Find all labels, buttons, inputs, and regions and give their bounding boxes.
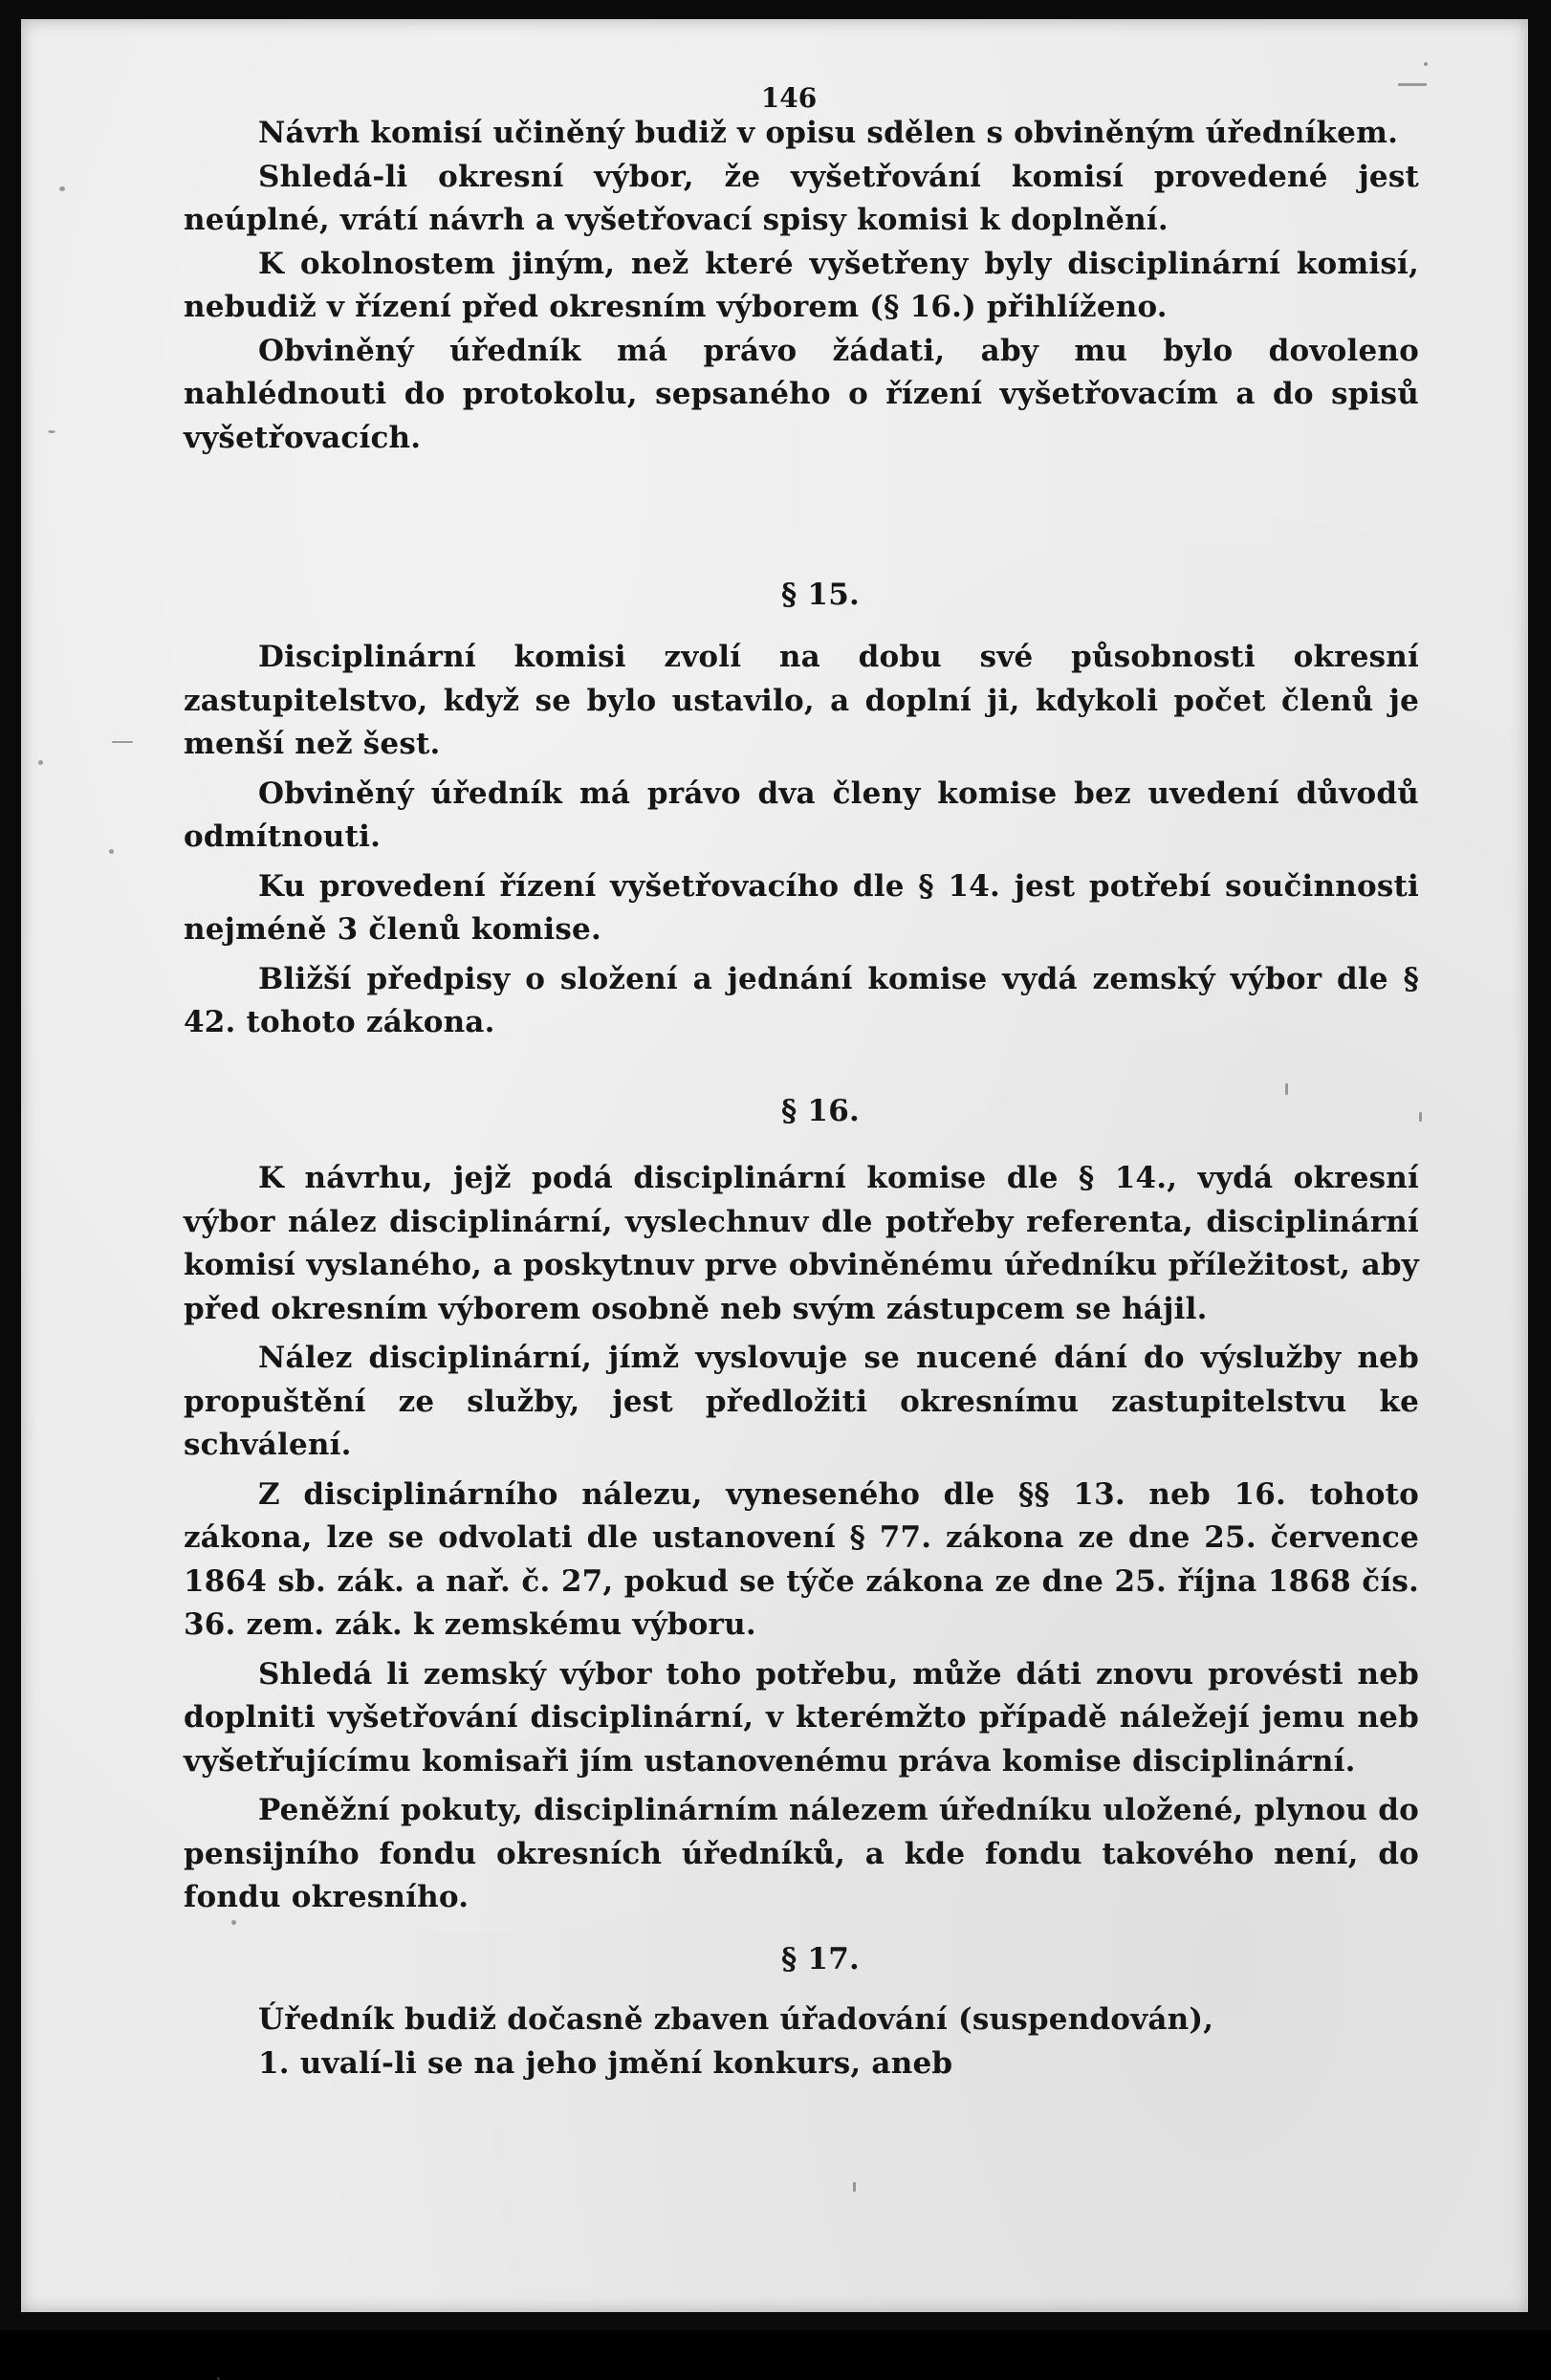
- paragraph: Disciplinární komisi zvolí na dobu své působnosti okresní zastupitelstvo, když se bylo ustavilo, a doplní ji, kdykoli počet členů je menší než šest.: [184, 640, 1419, 761]
- scan-speck: [1419, 1112, 1422, 1122]
- paragraph-group-2: [184, 636, 1419, 1045]
- paragraph: K okolnostem jiným, než které vyšetřeny byly disciplinární komisí, nebudiž v řízení před okresním výborem (§ 16.) přihlíženo.: [184, 246, 1419, 324]
- section-heading: § 17.: [781, 1942, 860, 1976]
- paragraph: Nález disciplinární, jímž vyslovuje se nucené dání do výslužby neb propuštění ze služby, jest předložiti okresnímu zastupitelstvu ke schválení.: [184, 1341, 1419, 1462]
- paragraph: Z disciplinárního nálezu, vyneseného dle §§ 13. neb 16. tohoto zákona, lze se odvolati dle ustanovení § 77. zákona ze dne 25. července 1864 sb. zák. a nař. č. 27, pokud se týče zákona ze dne 25. října 1868 čís. 36. zem. zák. k zemskému výboru.: [184, 1476, 1419, 1642]
- paragraph-group-3: [184, 1157, 1419, 1920]
- section-heading: § 16.: [781, 1094, 860, 1128]
- scan-speck: [59, 186, 65, 191]
- paragraph: K návrhu, jejž podá disciplinární komise dle § 14., vydá okresní výbor nález disciplinární, vyslechnuv dle potřeby referenta, disciplinární komisí vyslaného, a poskytnuv prve obviněnému úředníku příležitost, aby před okresním výborem osobně neb svým zástupcem se hájil.: [184, 1161, 1419, 1326]
- scan-speck: [231, 1920, 236, 1925]
- paragraph: Shledá-li okresní výbor, že vyšetřování komisí provedené jest neúplné, vrátí návrh a vyšetřovací spisy komisi k doplnění.: [184, 159, 1419, 237]
- scan-speck: [1398, 83, 1427, 86]
- paragraph: Peněžní pokuty, disciplinárním nálezem úředníku uložené, plynou do pensijního fondu okresních úředníků, a kde fondu takového není, do fondu okresního.: [184, 1793, 1419, 1914]
- paragraph: Úředník budiž dočasně zbaven úřadování (suspendován),: [258, 2002, 1214, 2037]
- paragraph: Návrh komisí učiněný budiž v opisu sdělen s obviněným úředníkem.: [258, 116, 1399, 150]
- section-heading: § 15.: [781, 578, 860, 612]
- paragraph: Obviněný úředník má právo dva členy komise bez uvedení důvodů odmítnouti.: [184, 775, 1419, 854]
- document-page: [21, 19, 1528, 2312]
- paragraph: Shledá li zemský výbor toho potřebu, může dáti znovu provésti neb doplniti vyšetřování disciplinární, v kterémžto případě náležejí jemu neb vyšetřujícímu komisaři jím ustanovenému práva komise disciplinární.: [184, 1656, 1419, 1779]
- section-heading-15-wrap: [184, 574, 1419, 618]
- scan-speck: [48, 430, 55, 433]
- scan-speck: [109, 849, 114, 854]
- section-heading-17-wrap: [184, 1938, 1419, 1982]
- scan-speck: [38, 760, 43, 765]
- scan-speck: [112, 741, 133, 743]
- paragraph: Obviněný úředník má právo žádati, aby mu bylo dovoleno nahlédnouti do protokolu, sepsaného o řízení vyšetřovacím a do spisů vyšetřovacích.: [184, 333, 1419, 455]
- scan-speck: [1285, 1083, 1288, 1095]
- scan-speck: [1424, 62, 1428, 66]
- scan-speck: [853, 2182, 856, 2192]
- section-heading-16-wrap: [184, 1090, 1419, 1134]
- paragraph-group-1: [184, 112, 1419, 460]
- paragraph: Ku provedení řízení vyšetřovacího dle § 14. jest potřebí součinnosti nejméně 3 členů komise.: [184, 868, 1419, 947]
- page-number: 146: [760, 82, 818, 114]
- paragraph: Bližší předpisy o složení a jednání komise vydá zemský výbor dle § 42. tohoto zákona.: [184, 961, 1419, 1039]
- paragraph: 1. uvalí-li se na jeho jmění konkurs, aneb: [258, 2045, 953, 2081]
- paragraph-group-4: [184, 1998, 1419, 2085]
